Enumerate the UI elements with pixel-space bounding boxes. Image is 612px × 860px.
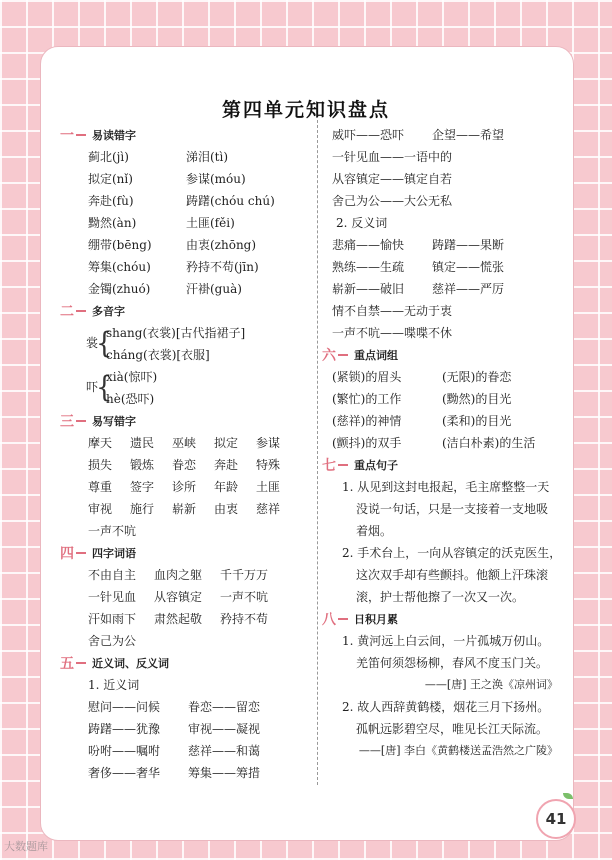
word-item: 年龄	[214, 480, 239, 494]
poem-line: 羌笛何须怨杨柳，春风不度玉门关。	[356, 656, 549, 670]
word-pair: 悲痛——愉快	[332, 238, 405, 252]
subsection-label: 2. 反义词	[336, 216, 388, 230]
section-header	[322, 344, 568, 366]
polyphone-item	[60, 366, 310, 410]
word-item: 汗褂(guà)	[186, 282, 242, 296]
word-pair: 吩咐——嘱咐	[88, 744, 161, 758]
section-header	[60, 300, 310, 322]
word-item: 黝然(àn)	[88, 216, 137, 230]
sentence-line: 滚，护士帮他擦了一次又一次。	[356, 590, 525, 604]
word-pair: 崭新——破旧	[332, 282, 405, 296]
phrase-item: (洁白朴素)的生活	[442, 436, 536, 450]
section-header	[60, 652, 310, 674]
section-number: 五	[60, 656, 74, 672]
word-item: 锻炼	[130, 458, 155, 472]
word-pair: 镇定——慌张	[432, 260, 505, 274]
polyphone-reading: shang(衣裳)[古代指裙子]	[106, 326, 246, 340]
sentence-line: 没说一句话，只是一支接着一支地吸	[356, 502, 549, 516]
page-number: 41	[536, 799, 576, 839]
poem	[322, 630, 568, 674]
left-column	[60, 124, 310, 784]
section-header	[60, 410, 310, 432]
brace-icon: {	[96, 371, 113, 405]
section-dash	[76, 662, 86, 664]
word-item: 土匪	[256, 480, 281, 494]
word-item: 特殊	[256, 458, 281, 472]
word-item: 损失	[88, 458, 113, 472]
word-pair: 威吓——恐吓	[332, 128, 405, 142]
section-dash	[76, 310, 86, 312]
section-header	[322, 454, 568, 476]
antonym-list	[322, 234, 568, 300]
word-item: 参谋(móu)	[186, 172, 246, 186]
phrase-item: 一针见血	[88, 590, 137, 604]
section-number: 二	[60, 304, 74, 320]
poem-line: 孤帆远影碧空尽，唯见长江天际流。	[356, 722, 549, 736]
word-pair: 奢侈——奢华	[88, 766, 161, 780]
word-item: 奔赴	[214, 458, 239, 472]
phrase-item: 矜持不苟	[220, 612, 269, 626]
word-item: 审视	[88, 502, 113, 516]
phrase-item: 舍己为公	[88, 634, 137, 648]
word-item: 金镯(zhuó)	[88, 282, 151, 296]
polyphone-reading: cháng(衣裳)[衣服]	[106, 348, 210, 362]
phrase-item: 千千万万	[220, 568, 269, 582]
word-pair: 从容镇定——镇定自若	[332, 172, 453, 186]
word-item: 诊所	[172, 480, 197, 494]
polyphone-item	[60, 322, 310, 366]
synonym-list	[60, 696, 310, 784]
section-header	[60, 542, 310, 564]
word-item: 绷带(bēng)	[88, 238, 152, 252]
section-number: 三	[60, 414, 74, 430]
polyphone-reading: xià(惊吓)	[106, 370, 158, 384]
section-title: 近义词、反义词	[92, 657, 169, 670]
polyphone-char: 裳	[86, 336, 99, 350]
polyphone-reading: hè(恐吓)	[106, 392, 155, 406]
sentence-line: 着烟。	[356, 524, 393, 538]
section-number: 七	[322, 458, 336, 474]
poem-line: 2. 故人西辞黄鹤楼，烟花三月下扬州。	[342, 700, 550, 714]
word-item: 签字	[130, 480, 155, 494]
section-dash	[338, 354, 348, 356]
section-dash	[76, 420, 86, 422]
phrase-item: 肃然起敬	[154, 612, 203, 626]
phrase-item: (紧锁)的眉头	[332, 370, 402, 384]
sentence-line: 2. 手术台上，一向从容镇定的沃克医生，	[342, 546, 562, 560]
word-item: 土匪(fěi)	[186, 216, 235, 230]
word-item: 矜持不苟(jīn)	[186, 260, 259, 274]
word-pair: 企望——希望	[432, 128, 505, 142]
word-pair: 舍己为公——大公无私	[332, 194, 453, 208]
watermark: 大数题库	[4, 840, 48, 853]
phrase-item: 从容镇定	[154, 590, 203, 604]
section-dash	[338, 618, 348, 620]
section-title: 易写错字	[92, 415, 136, 428]
word-item: 踌躇(chóu chú)	[186, 194, 275, 208]
poem-attribution: ——[唐] 王之涣《凉州词》	[424, 678, 558, 691]
section-title: 四字词语	[92, 547, 136, 560]
section-title: 日积月累	[354, 613, 398, 626]
word-item: 由衷	[214, 502, 239, 516]
phrase-item: 不由自主	[88, 568, 137, 582]
column-divider	[317, 120, 318, 785]
word-item: 由衷(zhōng)	[186, 238, 257, 252]
word-pair: 情不自禁——无动于衷	[332, 304, 453, 318]
section-number: 一	[60, 128, 74, 144]
poem	[322, 696, 568, 740]
phrase-item: 血肉之躯	[154, 568, 203, 582]
phrase-item: 一声不吭	[220, 590, 269, 604]
section-number: 四	[60, 546, 74, 562]
section-title: 易读错字	[92, 129, 136, 142]
key-sentence	[322, 542, 568, 608]
word-item: 参谋	[256, 436, 281, 450]
section-title: 多音字	[92, 305, 125, 318]
word-item: 摩天	[88, 436, 113, 450]
word-item: 眷恋	[172, 458, 197, 472]
word-item: 拟定	[214, 436, 239, 450]
word-pair: 一针见血——一语中的	[332, 150, 453, 164]
word-item: 蓟北(jì)	[88, 150, 129, 164]
word-item: 慈祥	[256, 502, 281, 516]
key-phrase-list	[322, 366, 568, 454]
word-pair: 慰问——问候	[88, 700, 161, 714]
word-item: 遗民	[130, 436, 155, 450]
section-dash	[338, 464, 348, 466]
word-item: 筹集(chóu)	[88, 260, 151, 274]
phrase-item: (无限)的眷恋	[442, 370, 512, 384]
subsection-label: 1. 近义词	[88, 678, 140, 692]
brace-icon: {	[96, 327, 113, 361]
section-dash	[76, 134, 86, 136]
page-title: 第四单元知识盘点	[221, 99, 390, 121]
word-item: 一声不吭	[88, 524, 137, 538]
synonym-list-continued	[322, 124, 568, 146]
phrase-item: (颤抖)的双手	[332, 436, 402, 450]
poem-attribution: ——[唐] 李白《黄鹤楼送孟浩然之广陵》	[358, 744, 558, 757]
section-number: 六	[322, 348, 336, 364]
word-item: 拟定(nǐ)	[88, 172, 133, 186]
word-pair: 审视——凝视	[188, 722, 261, 736]
word-pair: 熟练——生疏	[332, 260, 405, 274]
four-char-phrase-list	[60, 564, 310, 630]
easy-misread-list	[60, 146, 310, 300]
word-item: 巫峡	[172, 436, 197, 450]
phrase-item: (繁忙)的工作	[332, 392, 402, 406]
section-number: 八	[322, 612, 336, 628]
poem-line: 1. 黄河远上白云间，一片孤城万仞山。	[342, 634, 550, 648]
word-pair: 慈祥——和蔼	[188, 744, 261, 758]
word-pair: 筹集——筹措	[188, 766, 261, 780]
phrase-item: (慈祥)的神情	[332, 414, 402, 428]
word-pair: 慈祥——严厉	[432, 282, 505, 296]
phrase-item: (柔和)的目光	[442, 414, 512, 428]
word-pair: 踌躇——果断	[432, 238, 505, 252]
sentence-line: 这次双手却有些颤抖。他额上汗珠滚	[356, 568, 549, 582]
phrase-item: 汗如雨下	[88, 612, 137, 626]
word-pair: 踌躇——犹豫	[88, 722, 161, 736]
word-item: 崭新	[172, 502, 197, 516]
word-item: 涕泪(tì)	[186, 150, 229, 164]
section-header	[60, 124, 310, 146]
section-title: 重点句子	[354, 459, 398, 472]
word-item: 施行	[130, 502, 155, 516]
sentence-line: 1. 从见到这封电报起，毛主席整整一天	[342, 480, 550, 494]
right-column	[322, 124, 568, 762]
easy-miswrite-list	[60, 432, 310, 520]
section-header	[322, 608, 568, 630]
word-item: 奔赴(fù)	[88, 194, 134, 208]
key-sentence	[322, 476, 568, 542]
word-item: 尊重	[88, 480, 113, 494]
polyphone-char: 吓	[86, 380, 99, 394]
phrase-item: (黝然)的目光	[442, 392, 512, 406]
section-title: 重点词组	[354, 349, 398, 362]
word-pair: 眷恋——留恋	[188, 700, 261, 714]
section-dash	[76, 552, 86, 554]
word-pair: 一声不吭——喋喋不休	[332, 326, 453, 340]
